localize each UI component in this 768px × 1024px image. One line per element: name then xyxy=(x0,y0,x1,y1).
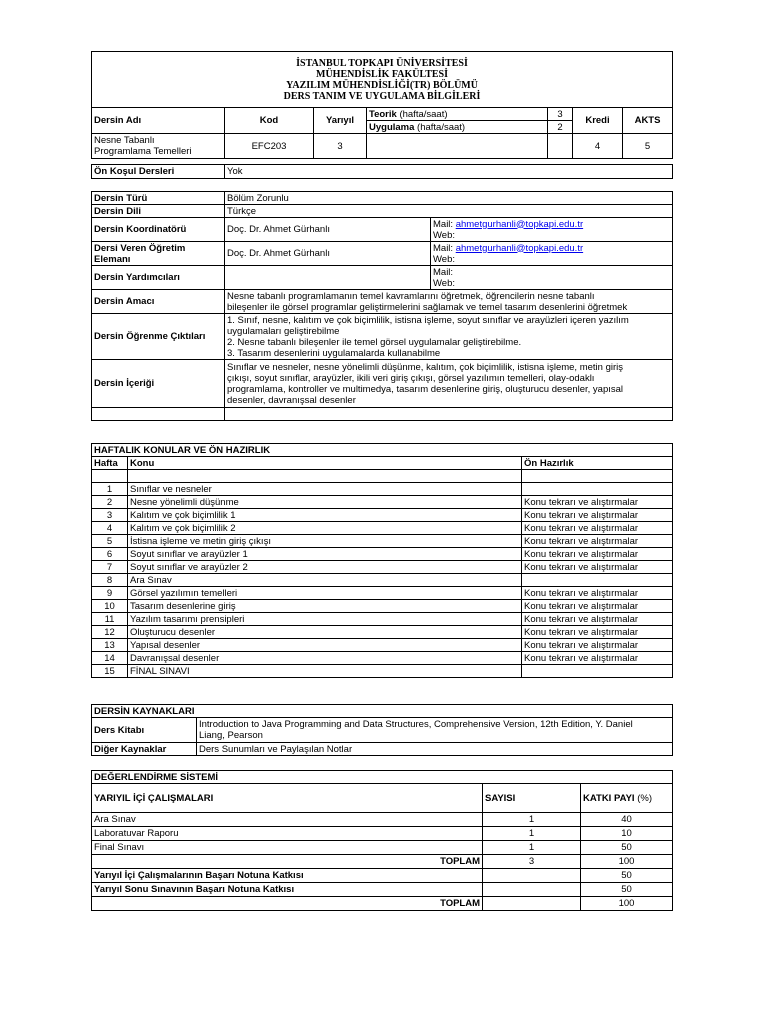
course-semester: 3 xyxy=(314,134,367,159)
topic-column-header: Konu xyxy=(128,457,522,470)
textbook-label: Ders Kitabı xyxy=(92,718,197,743)
course-name: Nesne Tabanlı Programlama Temelleri xyxy=(92,134,225,159)
grand-total-label: TOPLAM xyxy=(92,897,483,911)
theory-hours-label: Teorik (hafta/saat) xyxy=(367,108,548,121)
instructor-label: Dersi Veren Öğretim Elemanı xyxy=(92,242,225,266)
week-row: 4 Kalıtım ve çok biçimlilik 2 Konu tekrarı ve alıştırmalar xyxy=(92,522,673,535)
document-title: DERS TANIM VE UYGULAMA BİLGİLERİ xyxy=(283,90,481,102)
instructor-email-link[interactable]: ahmetgurhanli@topkapi.edu.tr xyxy=(455,242,584,254)
coordinator-contact: Mail: ahmetgurhanli@topkapi.edu.tr Web: xyxy=(431,218,673,242)
week-row: 7 Soyut sınıflar ve arayüzler 2 Konu tekrarı ve alıştırmalar xyxy=(92,561,673,574)
course-name-header: Dersin Adı xyxy=(92,108,225,134)
weight-column-header: KATKI PAYI (%) xyxy=(581,784,673,813)
instructor-value: Doç. Dr. Ahmet Gürhanlı xyxy=(225,242,431,266)
practice-hours-label: Uygulama (hafta/saat) xyxy=(367,121,548,134)
resources-table xyxy=(91,704,673,756)
evaluation-row: Ara Sınav 1 40 xyxy=(92,813,673,827)
assistants-contact: Mail: Web: xyxy=(431,266,673,290)
akts-header: AKTS xyxy=(623,108,673,134)
assistants-value xyxy=(225,266,431,290)
week-row: 8 Ara Sınav xyxy=(92,574,673,587)
week-row: 15 FİNAL SINAVI xyxy=(92,665,673,678)
inyear-contribution-empty xyxy=(483,869,581,883)
final-contribution-label: Yarıyıl Sonu Sınavının Başarı Notuna Katkısı xyxy=(92,883,483,897)
week-row: 11 Yazılım tasarımı prensipleri Konu tekrarı ve alıştırmalar xyxy=(92,613,673,626)
final-contribution-value: 50 xyxy=(581,883,673,897)
week-row: 14 Davranışsal desenler Konu tekrarı ve alıştırmalar xyxy=(92,652,673,665)
inyear-contribution-label: Yarıyıl İçi Çalışmalarının Başarı Notuna Katkısı xyxy=(92,869,483,883)
empty-hours-cell xyxy=(367,134,548,159)
work-column-header: YARIYIL İÇİ ÇALIŞMALARI xyxy=(92,784,483,813)
week-column-header: Hafta xyxy=(92,457,128,470)
department-name: YAZILIM MÜHENDİSLİĞİ(TR) BÖLÜMÜ xyxy=(286,79,478,91)
prerequisite-table xyxy=(91,164,673,179)
week-row: 13 Yapısal desenler Konu tekrarı ve alıştırmalar xyxy=(92,639,673,652)
course-language-label: Dersin Dili xyxy=(92,205,225,218)
empty-week-cell xyxy=(92,470,128,483)
evaluation-total-label: TOPLAM xyxy=(92,855,483,869)
week-row: 12 Oluşturucu desenler Konu tekrarı ve alıştırmalar xyxy=(92,626,673,639)
week-row: 1 Sınıflar ve nesneler xyxy=(92,483,673,496)
week-row: 10 Tasarım desenlerine giriş Konu tekrarı ve alıştırmalar xyxy=(92,600,673,613)
course-credit: 4 xyxy=(573,134,623,159)
coordinator-email-link[interactable]: ahmetgurhanli@topkapi.edu.tr xyxy=(455,218,584,230)
course-aim-value: Nesne tabanlı programlamanın temel kavramlarını öğretmek, öğrencilerin nesne tabanlı bileşenler ile görsel programlar geliştirmelerini sağlamak ve temel tasarım desenlerini öğretmek xyxy=(225,290,673,314)
assistants-label: Dersin Yardımcıları xyxy=(92,266,225,290)
practice-hours-value: 2 xyxy=(548,121,573,134)
learning-outcomes-label: Dersin Öğrenme Çıktıları xyxy=(92,314,225,360)
course-language-value: Türkçe xyxy=(225,205,673,218)
final-contribution-empty xyxy=(483,883,581,897)
empty-hours-value-cell xyxy=(548,134,573,159)
course-content-value: Sınıflar ve nesneler, nesne yönelimli düşünme, kalıtım, çok biçimlilik, istisna işleme, metin giriş çıkışı, soyut sınıflar, arayüzler, ikili veri giriş çıkışı, görsel yazılımın temelleri, olay-odaklı programlama, kontroller ve multimedya, tasarım desenlerine giriş, oluşturucu desenler, yapısal desenler, davranışsal desenler xyxy=(225,360,673,408)
theory-hours-value: 3 xyxy=(548,108,573,121)
prep-column-header: Ön Hazırlık xyxy=(522,457,673,470)
coordinator-label: Dersin Koordinatörü xyxy=(92,218,225,242)
evaluation-total-count: 3 xyxy=(483,855,581,869)
empty-prep-cell xyxy=(522,470,673,483)
course-akts: 5 xyxy=(623,134,673,159)
week-row: 9 Görsel yazılımın temelleri Konu tekrarı ve alıştırmalar xyxy=(92,587,673,600)
grand-total-value: 100 xyxy=(581,897,673,911)
evaluation-row: Laboratuvar Raporu 1 10 xyxy=(92,827,673,841)
empty-info-cell xyxy=(92,408,225,421)
week-row: 6 Soyut sınıflar ve arayüzler 1 Konu tekrarı ve alıştırmalar xyxy=(92,548,673,561)
grand-total-empty xyxy=(483,897,581,911)
course-type-value: Bölüm Zorunlu xyxy=(225,192,673,205)
document-header xyxy=(92,52,673,108)
learning-outcomes-value: 1. Sınıf, nesne, kalıtım ve çok biçimlilik, istisna işleme, soyut sınıflar ve arayüzleri içeren yazılım uygulamaları geliştirebilme 2. Nesne tabanlı bileşenler ile temel görsel uygulamalar geliştirebilme. 3. Tasarım desenlerini uygulamalarda kullanabilme xyxy=(225,314,673,360)
instructor-contact: Mail: ahmetgurhanli@topkapi.edu.tr Web: xyxy=(431,242,673,266)
evaluation-row: Final Sınavı 1 50 xyxy=(92,841,673,855)
course-aim-label: Dersin Amacı xyxy=(92,290,225,314)
course-info-table xyxy=(91,191,673,421)
other-resources-value: Ders Sunumları ve Paylaşılan Notlar xyxy=(197,743,673,756)
evaluation-title: DEĞERLENDİRME SİSTEMİ xyxy=(92,771,673,784)
weekly-topics-table xyxy=(91,443,673,678)
resources-title: DERSİN KAYNAKLARI xyxy=(92,705,673,718)
evaluation-table xyxy=(91,770,673,911)
semester-header: Yarıyıl xyxy=(314,108,367,134)
course-code: EFC203 xyxy=(225,134,314,159)
inyear-contribution-value: 50 xyxy=(581,869,673,883)
textbook-value: Introduction to Java Programming and Data Structures, Comprehensive Version, 12th Edition, Y. Daniel Liang, Pearson xyxy=(197,718,673,743)
empty-topic-cell xyxy=(128,470,522,483)
week-row: 2 Nesne yönelimli düşünme Konu tekrarı ve alıştırmalar xyxy=(92,496,673,509)
faculty-name: MÜHENDİSLİK FAKÜLTESİ xyxy=(316,68,448,80)
prerequisite-value: Yok xyxy=(225,165,673,179)
week-row: 3 Kalıtım ve çok biçimlilik 1 Konu tekrarı ve alıştırmalar xyxy=(92,509,673,522)
empty-info-value xyxy=(225,408,673,421)
credit-header: Kredi xyxy=(573,108,623,134)
university-name: İSTANBUL TOPKAPI ÜNİVERSİTESİ xyxy=(296,57,468,69)
evaluation-total-weight: 100 xyxy=(581,855,673,869)
weekly-topics-title: HAFTALIK KONULAR VE ÖN HAZIRLIK xyxy=(92,444,673,457)
other-resources-label: Diğer Kaynaklar xyxy=(92,743,197,756)
prerequisite-label: Ön Koşul Dersleri xyxy=(92,165,225,179)
count-column-header: SAYISI xyxy=(483,784,581,813)
course-content-label: Dersin İçeriği xyxy=(92,360,225,408)
course-type-label: Dersin Türü xyxy=(92,192,225,205)
coordinator-value: Doç. Dr. Ahmet Gürhanlı xyxy=(225,218,431,242)
week-row: 5 İstisna işleme ve metin giriş çıkışı Konu tekrarı ve alıştırmalar xyxy=(92,535,673,548)
course-header-table xyxy=(91,51,673,159)
course-code-header: Kod xyxy=(225,108,314,134)
